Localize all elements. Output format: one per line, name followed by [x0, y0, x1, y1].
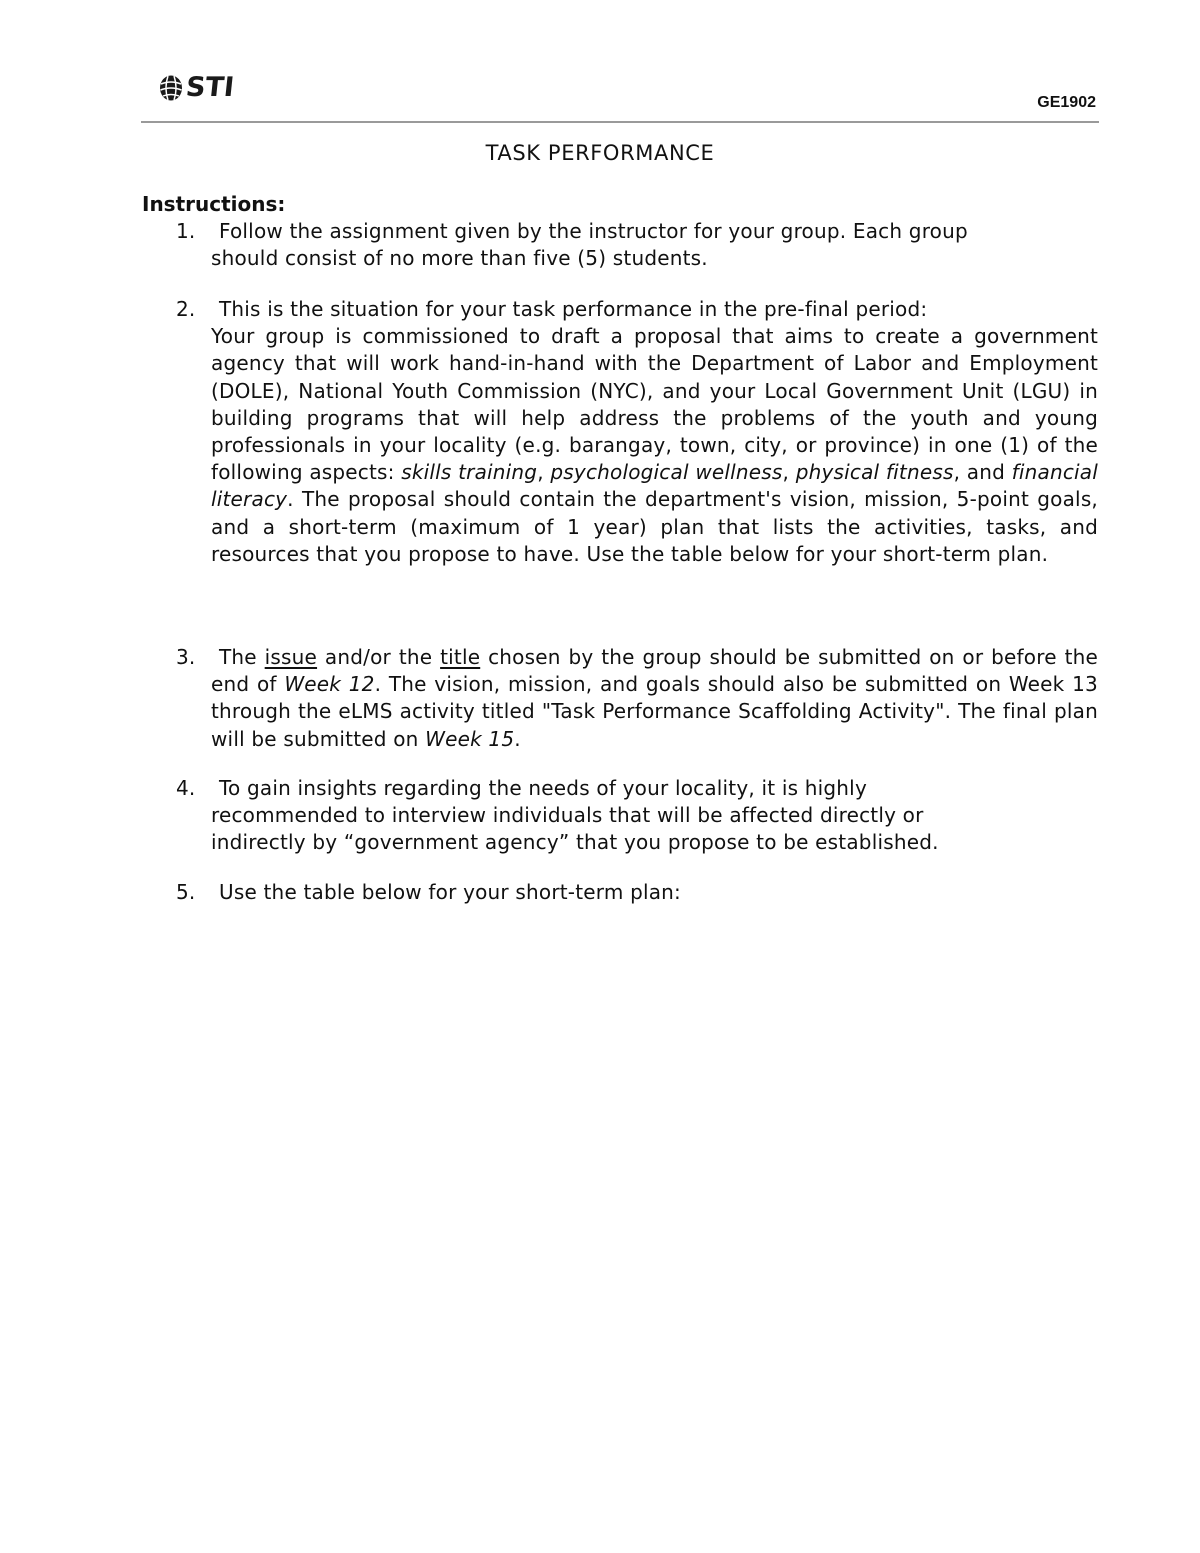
- aspect-skills: skills training: [401, 460, 538, 485]
- situation-text: Your group is commissioned to draft a proposal that aims to create a government agency that will work hand-in-hand with the Department of Labor and Employment (DOLE), National Youth Commission (NYC), and your Local Government Unit (LGU) in building programs that will help address the problems of the youth and young professionals in your locality (e.g. barangay, town, city, or province) in one (1) of the following aspects:: [211, 324, 1098, 485]
- item-text-line: This is the situation for your task performance in the pre-final period:: [219, 297, 928, 321]
- deadline-text: and/or the: [317, 645, 441, 669]
- deadline-paragraph: [211, 644, 1098, 753]
- separator: , and: [953, 460, 1012, 485]
- deadline-text: The: [219, 645, 265, 669]
- sti-logo: [158, 72, 234, 103]
- item-number: 4.: [176, 776, 196, 800]
- situation-paragraph: [211, 323, 1098, 568]
- aspect-psychological: psychological wellness: [550, 460, 783, 485]
- aspect-financial: financial literacy: [211, 460, 1098, 512]
- instruction-item-3: [176, 644, 1098, 753]
- item-text-line: indirectly by “government agency” that you propose to be established.: [211, 830, 939, 855]
- instruction-item-4: [176, 775, 1098, 857]
- situation-text: . The proposal should contain the department's vision, mission, 5-point goals, and a short-term (maximum of 1 year) plan that lists the activities, tasks, and resources that you propose to have. Use the table below for your short-term plan.: [211, 487, 1098, 566]
- globe-icon: [158, 73, 184, 103]
- item-text-line: should consist of no more than five (5) students.: [211, 246, 708, 271]
- page-title: TASK PERFORMANCE: [485, 141, 715, 165]
- item-number: 1.: [176, 219, 196, 243]
- aspect-physical: physical fitness: [795, 460, 954, 485]
- item-number: 3.: [176, 645, 196, 669]
- separator: ,: [782, 460, 796, 485]
- deadline-text: .: [514, 726, 521, 751]
- week-15: Week 15: [425, 726, 515, 751]
- item-text-line: Follow the assignment given by the instructor for your group. Each group: [219, 219, 968, 243]
- item-text-line: recommended to interview individuals that will be affected directly or: [211, 803, 924, 828]
- header-rule: [141, 121, 1099, 123]
- instruction-item-2: [176, 296, 1098, 568]
- deadline-text: chosen by the group should be submitted on or before the end of: [211, 645, 1098, 697]
- item-number: 5.: [176, 880, 196, 904]
- item-number: 2.: [176, 297, 196, 321]
- logo-text: STI: [184, 72, 236, 103]
- title-word: title: [440, 645, 481, 669]
- instructions-heading: Instructions:: [142, 192, 286, 216]
- separator: ,: [537, 460, 551, 485]
- course-code: GE1902: [1037, 94, 1096, 111]
- week-12: Week 12: [284, 672, 375, 697]
- item-text-line: Use the table below for your short-term plan:: [219, 880, 681, 904]
- item-text-line: To gain insights regarding the needs of your locality, it is highly: [219, 776, 867, 800]
- deadline-text: . The vision, mission, and goals should also be submitted on Week 13 through the eLMS activity titled "Task Performance Scaffolding Activity". The final plan will be submitted on: [211, 672, 1098, 751]
- instruction-item-5: [176, 879, 1098, 906]
- issue-word: issue: [264, 645, 318, 669]
- instruction-item-1: [176, 218, 1098, 272]
